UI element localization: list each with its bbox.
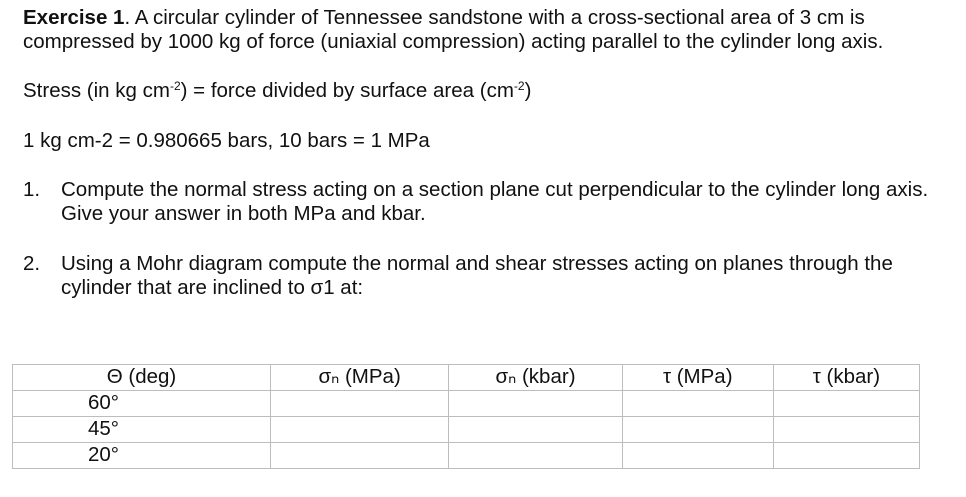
answer-cell[interactable] <box>449 391 622 417</box>
answer-cell[interactable] <box>271 443 449 469</box>
question-2-text: Using a Mohr diagram compute the normal and shear stresses acting on planes through the cylinder that are inclined to σ1 at: <box>61 252 893 299</box>
answer-cell[interactable] <box>449 417 622 443</box>
answer-cell[interactable] <box>271 417 449 443</box>
table-header-row <box>13 365 920 391</box>
answer-cell[interactable] <box>622 443 773 469</box>
table-row <box>13 443 920 469</box>
theta-cell: 60° <box>13 391 271 417</box>
question-1-number: 1. <box>23 178 41 201</box>
header-normal-stress-mpa: σₙ (MPa) <box>271 365 449 391</box>
table-row <box>13 417 920 443</box>
answer-cell[interactable] <box>773 417 919 443</box>
table-row <box>13 391 920 417</box>
header-normal-stress-kbar: σₙ (kbar) <box>449 365 622 391</box>
answer-cell[interactable] <box>773 443 919 469</box>
stress-def-sup2: -2 <box>513 79 525 93</box>
answer-cell[interactable] <box>622 391 773 417</box>
exercise-statement-text: . A circular cylinder of Tennessee sandstone with a cross-sectional area of 3 cm is compressed by 1000 kg of force (uniaxial compression) acting parallel to the cylinder long axis. <box>23 6 884 53</box>
answer-cell[interactable] <box>622 417 773 443</box>
answer-table <box>12 364 920 469</box>
header-shear-stress-mpa: τ (MPa) <box>622 365 773 391</box>
unit-conversion: 1 kg cm-2 = 0.980665 bars, 10 bars = 1 MPa <box>23 129 430 152</box>
theta-cell: 45° <box>13 417 271 443</box>
question-1 <box>23 178 943 226</box>
header-shear-stress-kbar: τ (kbar) <box>773 365 919 391</box>
exercise-label: Exercise 1 <box>23 6 125 29</box>
stress-def-part2: ) = force divided by surface area (cm <box>180 79 514 102</box>
answer-cell[interactable] <box>449 443 622 469</box>
question-2-number: 2. <box>23 252 41 275</box>
stress-def-sup1: -2 <box>169 79 181 93</box>
exercise-statement <box>23 6 943 54</box>
header-theta: Θ (deg) <box>13 365 271 391</box>
answer-cell[interactable] <box>271 391 449 417</box>
exercise-document <box>23 6 943 300</box>
stress-definition <box>23 79 943 103</box>
question-1-text: Compute the normal stress acting on a section plane cut perpendicular to the cylinder long axis. Give your answer in both MPa and kbar. <box>61 178 929 225</box>
theta-cell: 20° <box>13 443 271 469</box>
stress-def-part3: ) <box>524 79 532 102</box>
question-2 <box>23 252 943 300</box>
answer-cell[interactable] <box>773 391 919 417</box>
stress-def-part1: Stress (in kg cm <box>23 79 170 102</box>
